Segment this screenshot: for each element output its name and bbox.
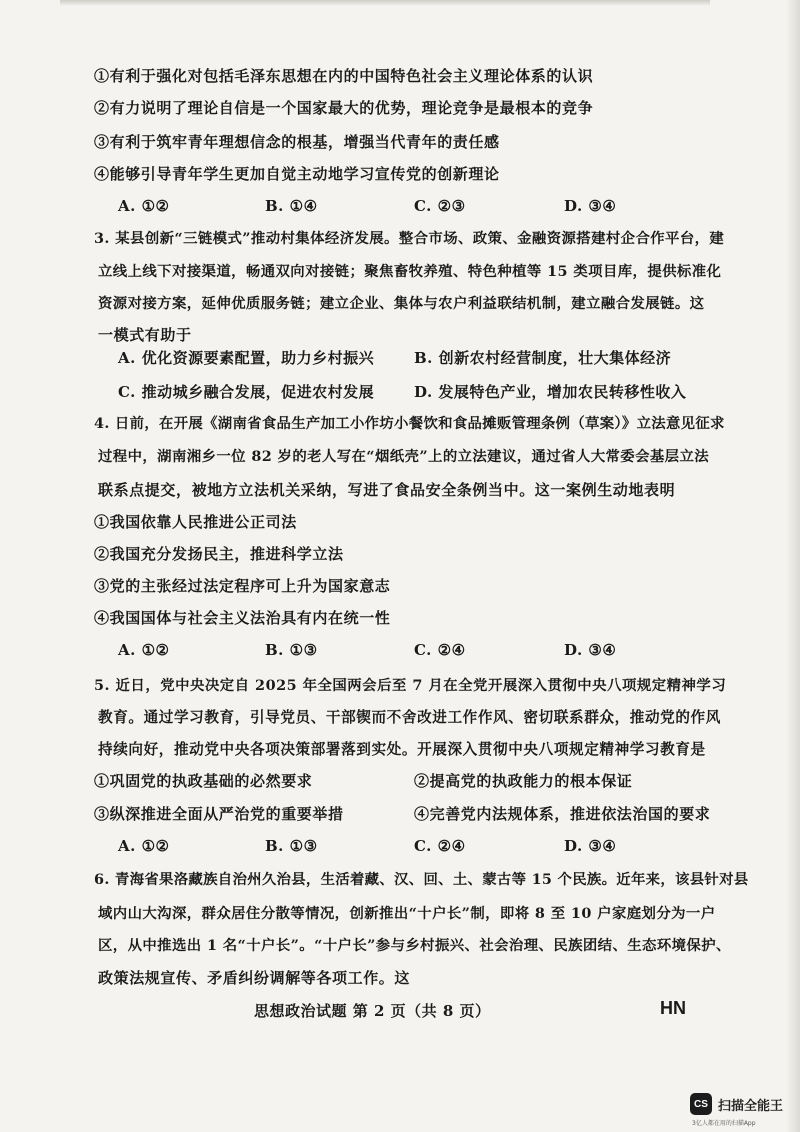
q5-statement-2: ②提高党的执政能力的根本保证 — [414, 772, 633, 790]
q5-stem-line-1: 5. 近日，党中央决定自 2025 年全国两会后至 7 月在全党开展深入贯彻中央八项规定精神学习 — [94, 677, 727, 694]
q6-stem-line-2: 域内山大沟深，群众居住分散等情况，创新推出“十户长”制，即将 8 至 10 户家庭划分为一户 — [98, 905, 716, 922]
q5-statement-1: ①巩固党的执政基础的必然要求 — [94, 772, 313, 790]
scanner-app-name: 扫描全能王 — [718, 1098, 784, 1114]
q2-statement-3: ③有利于筑牢青年理想信念的根基，增强当代青年的责任感 — [94, 133, 500, 151]
q2-option-a: A. ①② — [118, 197, 170, 215]
q4-option-a: A. ①② — [118, 641, 170, 659]
q2-option-d: D. ③④ — [564, 197, 617, 215]
q6-stem-line-1: 6. 青海省果洛藏族自治州久治县，生活着藏、汉、回、土、蒙古等 15 个民族。近年来，该县针对县 — [94, 871, 749, 888]
q4-option-d: D. ③④ — [564, 641, 617, 659]
q4-statement-1: ①我国依靠人民推进公正司法 — [94, 513, 297, 531]
camscanner-logo-icon: CS — [690, 1093, 712, 1115]
scan-top-shadow — [60, 0, 710, 6]
q5-statement-4: ④完善党内法规体系，推进依法治国的要求 — [414, 805, 711, 823]
q5-stem-line-3: 持续向好，推动党中央各项决策部署落到实处。开展深入贯彻中央八项规定精神学习教育是 — [98, 741, 706, 758]
q5-stem-line-2: 教育。通过学习教育，引导党员、干部锲而不舍改进工作作风、密切联系群众，推动党的作风 — [98, 709, 721, 726]
q2-statement-2: ②有力说明了理论自信是一个国家最大的优势，理论竞争是最根本的竞争 — [94, 99, 594, 117]
q3-stem-line-2: 立线上线下对接渠道，畅通双向对接链；聚焦畜牧养殖、特色种植等 15 类项目库，提供标准化 — [98, 263, 722, 280]
region-code: HN — [660, 998, 686, 1018]
q5-option-a: A. ①② — [118, 837, 170, 855]
q4-stem-line-2: 过程中，湖南湘乡一位 82 岁的老人写在“烟纸壳”上的立法建议，通过省人大常委会基层立法 — [98, 448, 710, 465]
q2-statement-1: ①有利于强化对包括毛泽东思想在内的中国特色社会主义理论体系的认识 — [94, 67, 594, 85]
q3-stem-line-1: 3. 某县创新“三链模式”推动村集体经济发展。整合市场、政策、金融资源搭建村企合作平台，建 — [94, 230, 725, 247]
scanner-watermark — [690, 1093, 783, 1115]
scanner-tagline: 3亿人都在用的扫描App — [692, 1120, 756, 1127]
q4-statement-4: ④我国国体与社会主义法治具有内在统一性 — [94, 609, 391, 627]
q5-option-d: D. ③④ — [564, 837, 617, 855]
q4-stem-line-1: 4. 日前，在开展《湖南省食品生产加工小作坊小餐饮和食品摊贩管理条例（草案）》立法意见征求 — [94, 415, 725, 432]
scan-right-edge — [786, 0, 800, 1132]
q6-stem-line-3: 区，从中推选出 1 名“十户长”。“十户长”参与乡村振兴、社会治理、民族团结、生态环境保护、 — [98, 937, 731, 954]
q2-option-b: B. ①④ — [265, 197, 318, 215]
q2-statement-4: ④能够引导青年学生更加自觉主动地学习宣传党的创新理论 — [94, 165, 500, 183]
q3-option-a: A. 优化资源要素配置，助力乡村振兴 — [118, 349, 375, 367]
q3-stem-line-3: 资源对接方案，延伸优质服务链；建立企业、集体与农户利益联结机制，建立融合发展链。这 — [98, 295, 705, 312]
q5-option-c: C. ②④ — [414, 837, 466, 855]
q3-option-c: C. 推动城乡融合发展，促进农村发展 — [118, 383, 375, 401]
q3-option-b: B. 创新农村经营制度，壮大集体经济 — [414, 349, 672, 367]
q4-statement-2: ②我国充分发扬民主，推进科学立法 — [94, 545, 344, 563]
q3-stem-line-4: 一模式有助于 — [98, 326, 192, 344]
q4-stem-line-3: 联系点提交，被地方立法机关采纳，写进了食品安全条例当中。这一案例生动地表明 — [98, 481, 676, 499]
q4-option-c: C. ②④ — [414, 641, 466, 659]
q2-option-c: C. ②③ — [414, 197, 466, 215]
q3-option-d: D. 发展特色产业，增加农民转移性收入 — [414, 383, 687, 401]
q5-statement-3: ③纵深推进全面从严治党的重要举措 — [94, 805, 344, 823]
q4-option-b: B. ①③ — [265, 641, 318, 659]
q6-stem-line-4: 政策法规宣传、矛盾纠纷调解等各项工作。这 — [98, 969, 411, 987]
q5-option-b: B. ①③ — [265, 837, 318, 855]
page-footer: 思想政治试题 第 2 页（共 8 页） — [254, 1002, 491, 1020]
q4-statement-3: ③党的主张经过法定程序可上升为国家意志 — [94, 577, 391, 595]
